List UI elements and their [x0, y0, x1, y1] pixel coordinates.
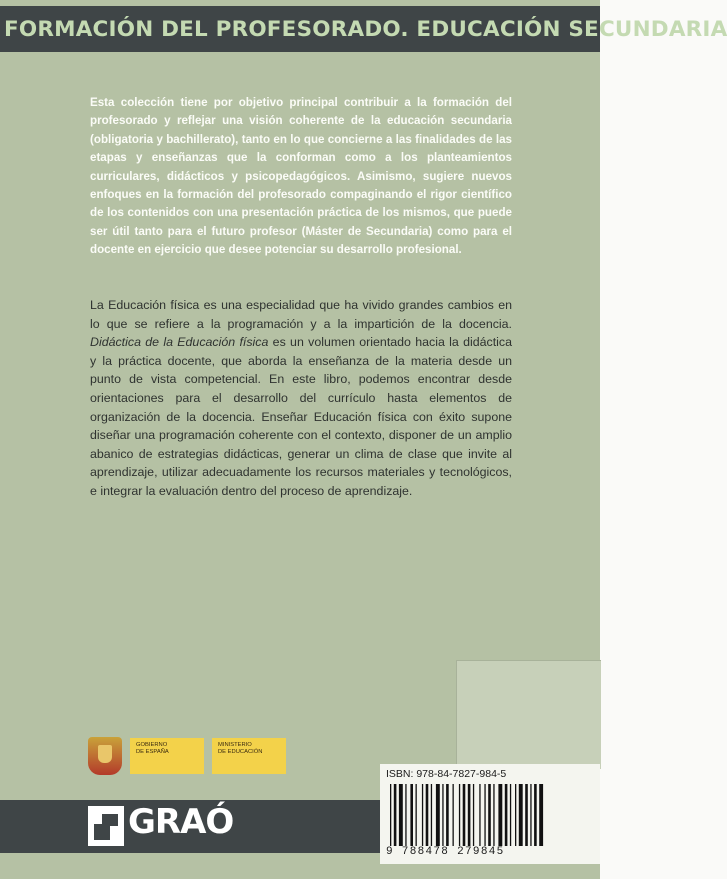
barcode-bar [484, 784, 485, 846]
library-sticker [456, 660, 601, 769]
isbn-label: ISBN: 978-84-7827-984-5 [386, 768, 507, 780]
barcode-bar [539, 784, 543, 846]
government-logos [88, 736, 286, 776]
barcode-bar [426, 784, 429, 846]
main-paragraph [90, 296, 512, 501]
barcode-bar [442, 784, 443, 846]
barcode [388, 784, 588, 846]
collection-title: FORMACIÓN DEL PROFESORADO. EDUCACIÓN SECUNDARIA [4, 16, 727, 42]
barcode-bar [416, 784, 417, 846]
barcode-bar [493, 784, 494, 846]
main-paragraph-part1: La Educación física es una especialidad que ha vivido grandes cambios en lo que se refiere a la programación y a la impartición de la docencia. [90, 298, 512, 331]
barcode-bar [459, 784, 460, 846]
coat-of-arms-icon [88, 737, 122, 775]
barcode-bar [505, 784, 508, 846]
barcode-bar [390, 784, 391, 846]
barcode-bar [468, 784, 471, 846]
barcode-bar [431, 784, 432, 846]
barcode-bar [488, 784, 491, 846]
barcode-bar [410, 784, 413, 846]
barcode-digits: 9 788478 279845 [386, 846, 505, 858]
barcode-bar [519, 784, 523, 846]
barcode-bar [436, 784, 440, 846]
barcode-bar [479, 784, 480, 846]
main-paragraph-part2: es un volumen orientado hacia la didáctica y la práctica docente, que aborda la enseñanza de la materia desde un punto de vista competencial. En este libro, podemos encontrar desde orientaciones para el desarrollo del currículo hasta elementos de organización de la docencia. Enseñar Educación física con éxito supone diseñar una programación coherente con el contexto, disponer de un amplio abanico de estrategias didácticas, generar un clima de clase que invite al aprendizaje, utilizar adecuadamente los recursos materiales y tecnológicos, e integrar la evaluación dentro del proceso de aprendizaje. [90, 335, 512, 498]
barcode-bar [534, 784, 537, 846]
publisher-name: GRAÓ [128, 802, 234, 842]
book-title: Didáctica de la Educación física [90, 335, 269, 350]
barcode-bar [394, 784, 397, 846]
barcode-bar [463, 784, 466, 846]
isbn-block [380, 764, 600, 864]
gobierno-logo: GOBIERNO DE ESPAÑA [130, 738, 204, 774]
intro-paragraph: Esta colección tiene por objetivo principal contribuir a la formación del profesorado y reflejar una visión coherente de la educación secundaria (obligatoria y bachillerato), tanto en lo que concierne a las finalidades de las etapas y enseñanzas que la conforman como a los planteamientos curriculares, didácticos y psicopedagógicos. Asimismo, sugiere nuevos enfoques en la formación del profesorado compaginando el rigor científico de los contenidos con una presentación práctica de los mismos, que puede ser útil tanto para el futuro profesor (Máster de Secundaria) como para el docente en ejercicio que desee potenciar su desarrollo profesional. [90, 96, 512, 257]
barcode-bar [473, 784, 474, 846]
barcode-bar [515, 784, 516, 846]
barcode-bar [422, 784, 423, 846]
barcode-bar [525, 784, 528, 846]
barcode-bar [510, 784, 511, 846]
barcode-bar [446, 784, 449, 846]
barcode-bar [498, 784, 502, 846]
barcode-bar [453, 784, 454, 846]
header-band [0, 6, 727, 52]
grao-logo-icon [88, 806, 124, 846]
barcode-bar [399, 784, 403, 846]
barcode-bar [405, 784, 406, 846]
ministerio-logo: MINISTERIO DE EDUCACIÓN [212, 738, 286, 774]
barcode-bar [530, 784, 531, 846]
